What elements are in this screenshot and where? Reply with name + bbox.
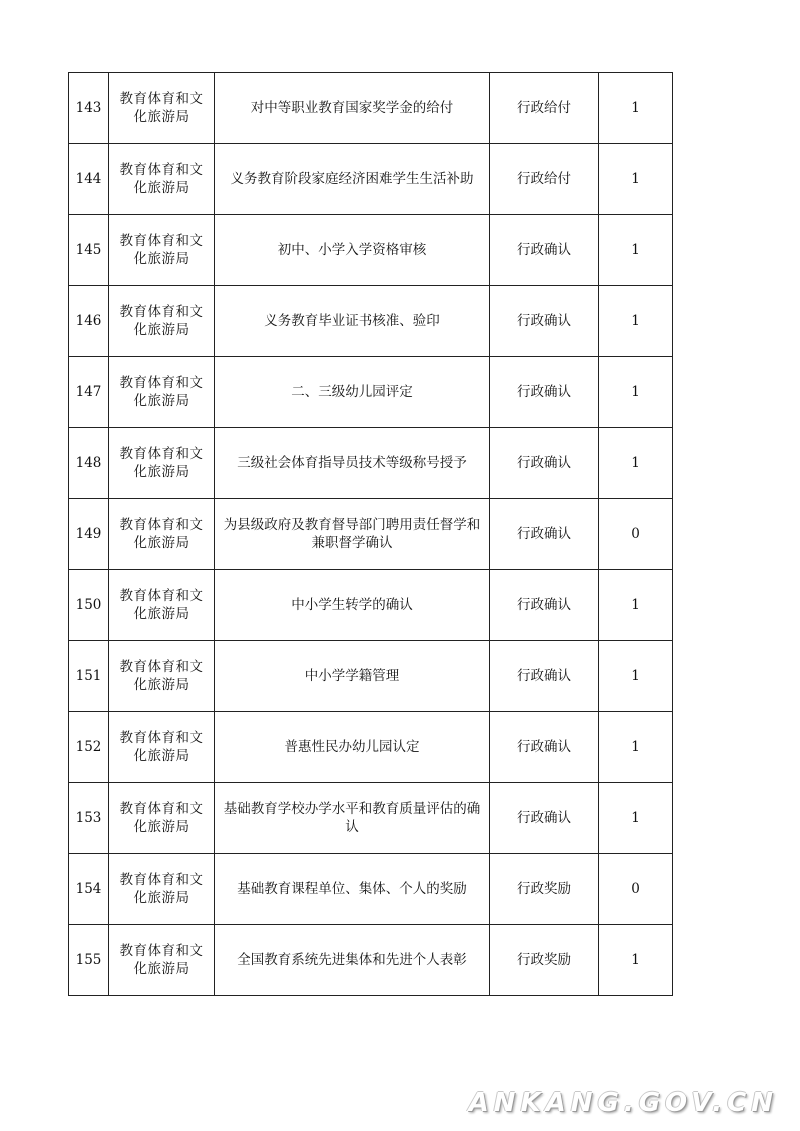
table-row [69,854,673,925]
department: 教育体育和文化旅游局 [109,215,215,286]
row-number: 148 [69,428,109,499]
table-row [69,499,673,570]
item-type: 行政奖励 [490,925,599,996]
item-name: 基础教育学校办学水平和教育质量评估的确认 [215,783,490,854]
table-row [69,215,673,286]
department: 教育体育和文化旅游局 [109,712,215,783]
row-number: 143 [69,73,109,144]
site-watermark: ANKANG.GOV.CN [468,1088,778,1118]
row-number: 149 [69,499,109,570]
item-name: 中小学生转学的确认 [215,570,490,641]
department: 教育体育和文化旅游局 [109,783,215,854]
item-count: 0 [599,854,673,925]
item-name: 义务教育毕业证书核准、验印 [215,286,490,357]
item-type: 行政确认 [490,499,599,570]
item-type: 行政确认 [490,357,599,428]
item-type: 行政奖励 [490,854,599,925]
department: 教育体育和文化旅游局 [109,286,215,357]
department: 教育体育和文化旅游局 [109,499,215,570]
row-number: 153 [69,783,109,854]
row-number: 144 [69,144,109,215]
item-count: 1 [599,925,673,996]
item-type: 行政给付 [490,144,599,215]
department: 教育体育和文化旅游局 [109,428,215,499]
table-body [69,73,673,996]
table-row [69,783,673,854]
table-row [69,357,673,428]
item-type: 行政确认 [490,783,599,854]
row-number: 152 [69,712,109,783]
item-name: 义务教育阶段家庭经济困难学生生活补助 [215,144,490,215]
item-type: 行政确认 [490,712,599,783]
row-number: 145 [69,215,109,286]
department: 教育体育和文化旅游局 [109,854,215,925]
row-number: 155 [69,925,109,996]
item-type: 行政给付 [490,73,599,144]
table-row [69,641,673,712]
item-type: 行政确认 [490,641,599,712]
table-row [69,73,673,144]
item-name: 普惠性民办幼儿园认定 [215,712,490,783]
item-name: 基础教育课程单位、集体、个人的奖励 [215,854,490,925]
department: 教育体育和文化旅游局 [109,357,215,428]
table-row [69,570,673,641]
item-name: 为县级政府及教育督导部门聘用责任督学和兼职督学确认 [215,499,490,570]
table-row [69,428,673,499]
table-row [69,144,673,215]
row-number: 146 [69,286,109,357]
item-name: 中小学学籍管理 [215,641,490,712]
item-count: 1 [599,144,673,215]
table-row [69,925,673,996]
department: 教育体育和文化旅游局 [109,73,215,144]
department: 教育体育和文化旅游局 [109,570,215,641]
item-name: 三级社会体育指导员技术等级称号授予 [215,428,490,499]
items-table [68,72,673,996]
item-count: 1 [599,73,673,144]
item-type: 行政确认 [490,215,599,286]
table-row [69,286,673,357]
item-count: 1 [599,712,673,783]
item-type: 行政确认 [490,570,599,641]
item-count: 0 [599,499,673,570]
table-row [69,712,673,783]
row-number: 151 [69,641,109,712]
item-count: 1 [599,286,673,357]
item-count: 1 [599,428,673,499]
item-type: 行政确认 [490,428,599,499]
item-name: 对中等职业教育国家奖学金的给付 [215,73,490,144]
item-count: 1 [599,570,673,641]
row-number: 150 [69,570,109,641]
row-number: 154 [69,854,109,925]
department: 教育体育和文化旅游局 [109,925,215,996]
item-count: 1 [599,783,673,854]
item-name: 二、三级幼儿园评定 [215,357,490,428]
item-name: 初中、小学入学资格审核 [215,215,490,286]
item-count: 1 [599,641,673,712]
item-name: 全国教育系统先进集体和先进个人表彰 [215,925,490,996]
item-count: 1 [599,357,673,428]
department: 教育体育和文化旅游局 [109,641,215,712]
department: 教育体育和文化旅游局 [109,144,215,215]
row-number: 147 [69,357,109,428]
item-type: 行政确认 [490,286,599,357]
item-count: 1 [599,215,673,286]
